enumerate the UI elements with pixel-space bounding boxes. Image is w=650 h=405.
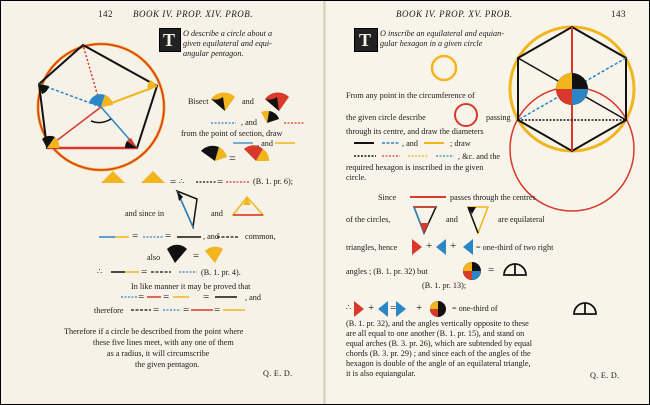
triangles-hence-text: triangles, hence [346,243,398,252]
from-point-text: from the point of section, draw [181,129,283,138]
given-pentagon-text: the given pentagon. [135,360,200,369]
in-like-manner-text: In like manner it may be proved that [131,282,251,291]
right-page: BOOK IV. PROP. XV. PROB. 143 T O inscribe an equilateral and equian- gular hexagon in a given circle From any point in the circumference of the given circle describe passing through its centre, and draw the diameters , and ; draw , &c. and the required hexagon is inscribed in the given circle. Since passes through the centres of the circles, and are equilateral triangles, hence + + = one-third of two right angles ; (B. 1. pr. 32) but = (B. 1. pr. 13); ∴ + = + = one-third of (B. 1. pr. 32), and the angles vertically opposite to these are all equal to one another (B. 1. pr. 15), and stand on equal arches (B. 3. pr. 26), which are subtended by equal chords (B. 3. pr. 29) ; and since each of the angles of the hexagon is double of the angle of an equilateral triangle, it is also equiangular. Q. E. D. [326,1,649,404]
drop-cap-letter-right: T [359,30,372,50]
b1p32-text: (B. 1. pr. 32), and the angles vertically opposite to these [346,319,529,328]
pentagon-circle-diagram [38,44,164,170]
right-angle-pies [463,262,481,280]
and-text-6: , and [245,293,261,302]
as-radius-text: as a radius, it will circumscribe [107,349,210,358]
and-text-4: and [211,209,223,218]
equiangular-text: it is also equiangular. [346,369,416,378]
proposition-line-1: O describe a circle about a [183,29,273,38]
these-five-text: these five lines meet, with any one of them [93,338,234,347]
etc-text: , &c. and the [458,152,501,161]
proposition-line-2: given equilateral and equi- [183,39,272,48]
ref-b1-pr4: (B. 1. pr. 4). [201,268,241,277]
and-since-text: and since in [125,209,165,218]
right-running-head: BOOK IV. PROP. XV. PROB. [396,9,513,19]
left-page-number: 142 [98,9,113,19]
one-third-of-text: = one-third of [452,304,498,313]
from-any-point-text: From any point in the circumference of [346,91,475,100]
and-text-2: , and [241,118,257,127]
given-circle-text: the given circle describe [346,113,426,122]
common-text: common, [245,232,276,241]
therefore-text: therefore [94,306,124,315]
and-right-2: and [446,215,458,224]
drop-cap-letter: T [163,30,176,50]
bisect-text: Bisect [188,97,209,106]
draw-text: ; draw [450,139,471,148]
angles-ref-text: angles ; (B. 1. pr. 32) but [346,267,428,276]
of-circles-text: of the circles, [346,215,391,224]
right-proposition-line-2: gular hexagon in a given circle [380,39,483,48]
through-centre-text: through its centre, and draw the diameters [346,127,484,136]
required-hexagon-text: required hexagon is inscribed in the given [346,163,484,172]
ref-b1-pr13: (B. 1. pr. 13); [422,281,467,290]
proposition-line-3: angular pentagon. [183,49,244,58]
and-text-3: , and [257,139,273,148]
also-text: also [147,253,161,262]
therefore-if-text: Therefore if a circle be described from the point where [64,327,244,336]
and-text-5: , and [203,232,219,241]
and-right-1: , and [402,139,418,148]
are-equilateral-text: are equilateral [498,215,545,224]
angle-symbols-hence [412,239,473,255]
left-running-head: BOOK IV. PROP. XIV. PROB. [133,9,253,19]
and-text-1: and [242,97,254,106]
since-text: Since [378,193,397,202]
ref-b1-pr6: (B. 1. pr. 6); [253,177,294,186]
are-all-equal-text: are all equal to one another (B. 1. pr. 15), and stand on [346,329,525,338]
semicircle-right-angle-icon [504,264,526,275]
passing-circle-icon [455,104,477,126]
small-given-circle-icon [432,56,456,80]
hexagon-circles-diagram [510,27,634,211]
equal-chords-text: chords (B. 3. pr. 29) ; and since each of the angles of the [346,349,531,358]
one-third-text: = one-third of two right [476,243,554,252]
right-page-number: 143 [611,9,626,19]
right-qed: Q. E. D. [590,371,620,380]
left-qed: Q. E. D. [263,369,293,378]
hexagon-double-text: hexagon is double of the angle of an equilateral triangle, [346,359,531,368]
left-page: 142 BOOK IV. PROP. XIV. PROB. T O describe a circle about a given equilateral and equi- angular pentagon. Bisect and , and from the point of section, draw , and = ∴ = = (B. 1. pr. 6); and since in and = = , and common, also = ∴ = (B. 1. pr. 4). In like manner it may be proved that = = = , and therefore = = = Therefore if a circle be described from the point where these five lines meet, with any one of them as a radius, it will circumscribe the given pentagon. Q. E. D. [1,1,324,404]
circle-text: circle. [346,173,367,182]
therefore-symbol: ∴ [179,177,185,186]
right-proposition-line-1: O inscribe an equilateral and equian- [380,29,504,38]
equal-arches-text: equal arches (B. 3. pr. 26), which are subtended by equal [346,339,532,348]
passing-text: passing [486,113,511,122]
passes-text: passes through the centres [450,193,536,202]
